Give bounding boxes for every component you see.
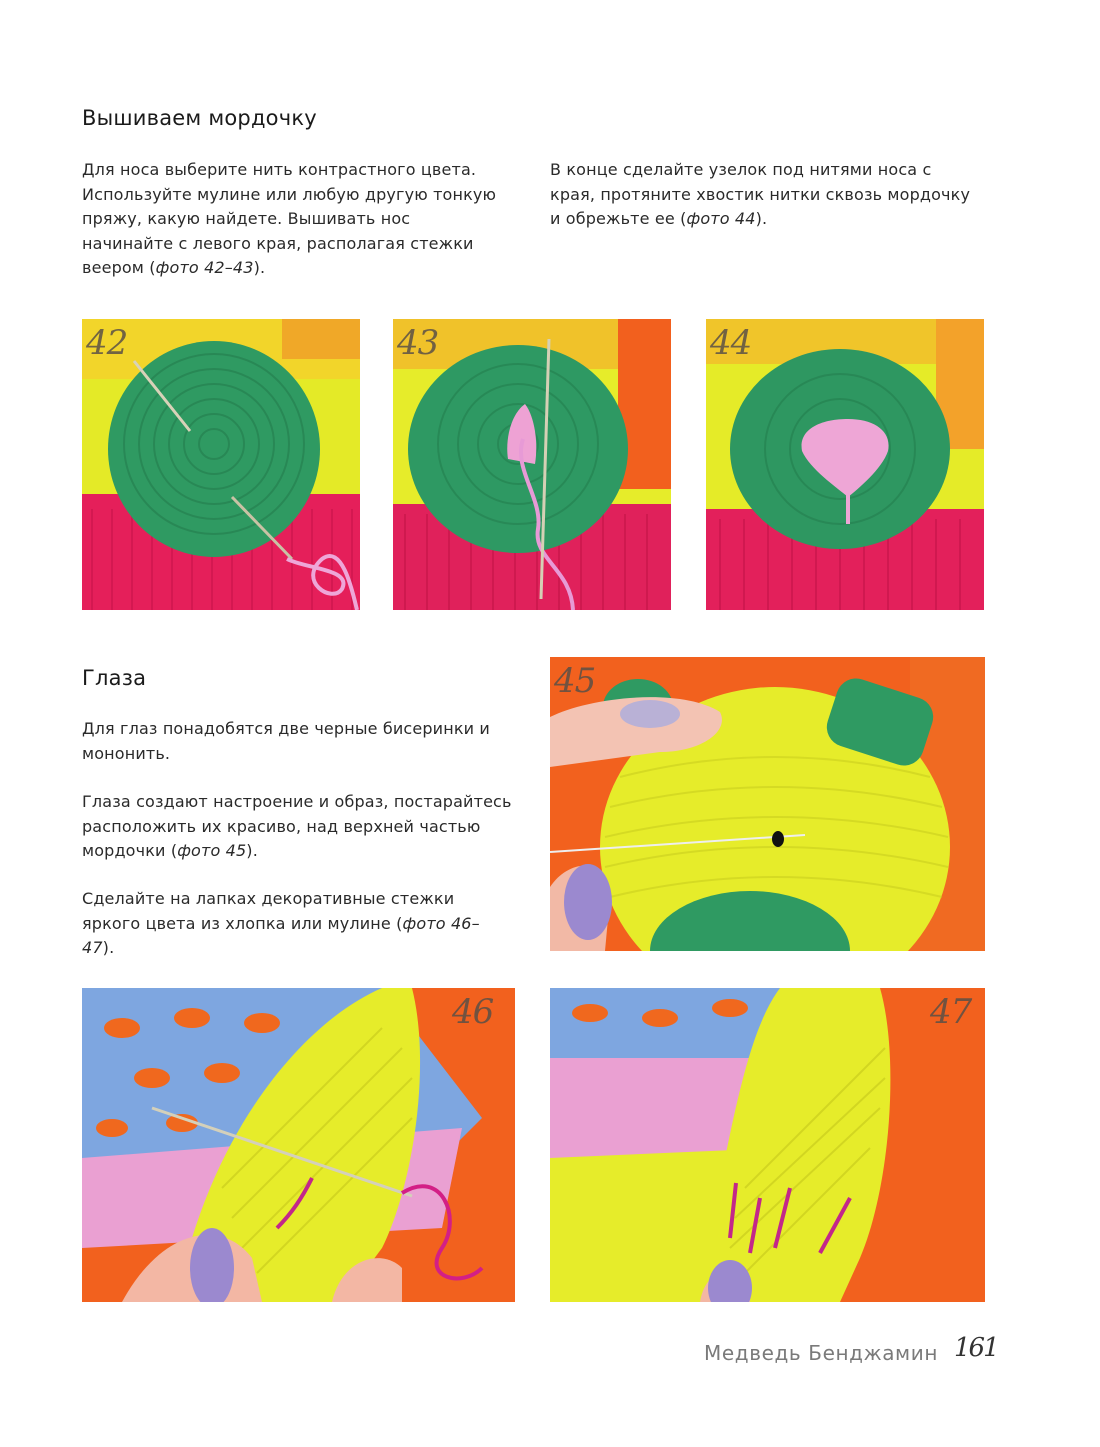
- photo-44-number: 44: [710, 323, 752, 363]
- page-number: 161: [954, 1333, 998, 1363]
- section-heading-face: Вышиваем мордочку: [82, 106, 317, 130]
- face-left-text: Для носа выберите нить контрастного цвета. Используйте мулине или любую другую тонкую пряжу, какую найдете. Вышивать нос начинайте с левого края, располагая стежки веером (: [82, 160, 497, 277]
- eyes-paragraph-3: [82, 887, 512, 961]
- eyes-p2-text-end: ).: [246, 841, 258, 860]
- photo-43: [393, 319, 671, 610]
- photo-44: [706, 319, 984, 610]
- eyes-p3-text: Сделайте на лапках декоративные стежки яркого цвета из хлопка или мулине (: [82, 889, 455, 933]
- section-heading-eyes: Глаза: [82, 666, 147, 690]
- photo-ref-46-47: фото 46–47: [82, 913, 480, 957]
- photo-46: [82, 988, 515, 1302]
- photo-46-image: [82, 988, 515, 1302]
- footer-book-title: Медведь Бенджамин: [704, 1341, 939, 1365]
- face-right-text: В конце сделайте узелок под нитями носа с края, протяните хвостик нитки сквозь мордочку и обрежьте ее (: [550, 160, 971, 228]
- eyes-p2-text: Глаза создают настроение и образ, постарайтесь расположить их красиво, над верхней частью мордочки (: [82, 792, 512, 860]
- photo-47: [550, 988, 985, 1302]
- eyes-p3-text-end: ).: [102, 938, 115, 957]
- photo-43-number: 43: [397, 323, 439, 363]
- photo-47-image: [550, 988, 985, 1302]
- photo-45-number: 45: [554, 661, 596, 701]
- photo-ref-44: фото 44: [686, 209, 756, 228]
- photo-ref-45: фото 45: [177, 841, 247, 860]
- face-left-paragraph: [82, 158, 502, 281]
- photo-47-number: 47: [930, 992, 972, 1032]
- photo-ref-42-43: фото 42–43: [155, 258, 254, 277]
- photo-42-number: 42: [86, 323, 128, 363]
- photo-45: [550, 657, 985, 951]
- face-right-text-end: ).: [755, 209, 768, 228]
- photo-45-image: [550, 657, 985, 951]
- face-left-text-end: ).: [253, 258, 266, 277]
- photo-42: [82, 319, 360, 610]
- eyes-paragraph-2: [82, 790, 512, 864]
- eyes-paragraph-1: Для глаз понадобятся две черные бисеринки и мононить.: [82, 719, 490, 763]
- face-right-paragraph: [550, 158, 980, 232]
- photo-46-number: 46: [452, 992, 494, 1032]
